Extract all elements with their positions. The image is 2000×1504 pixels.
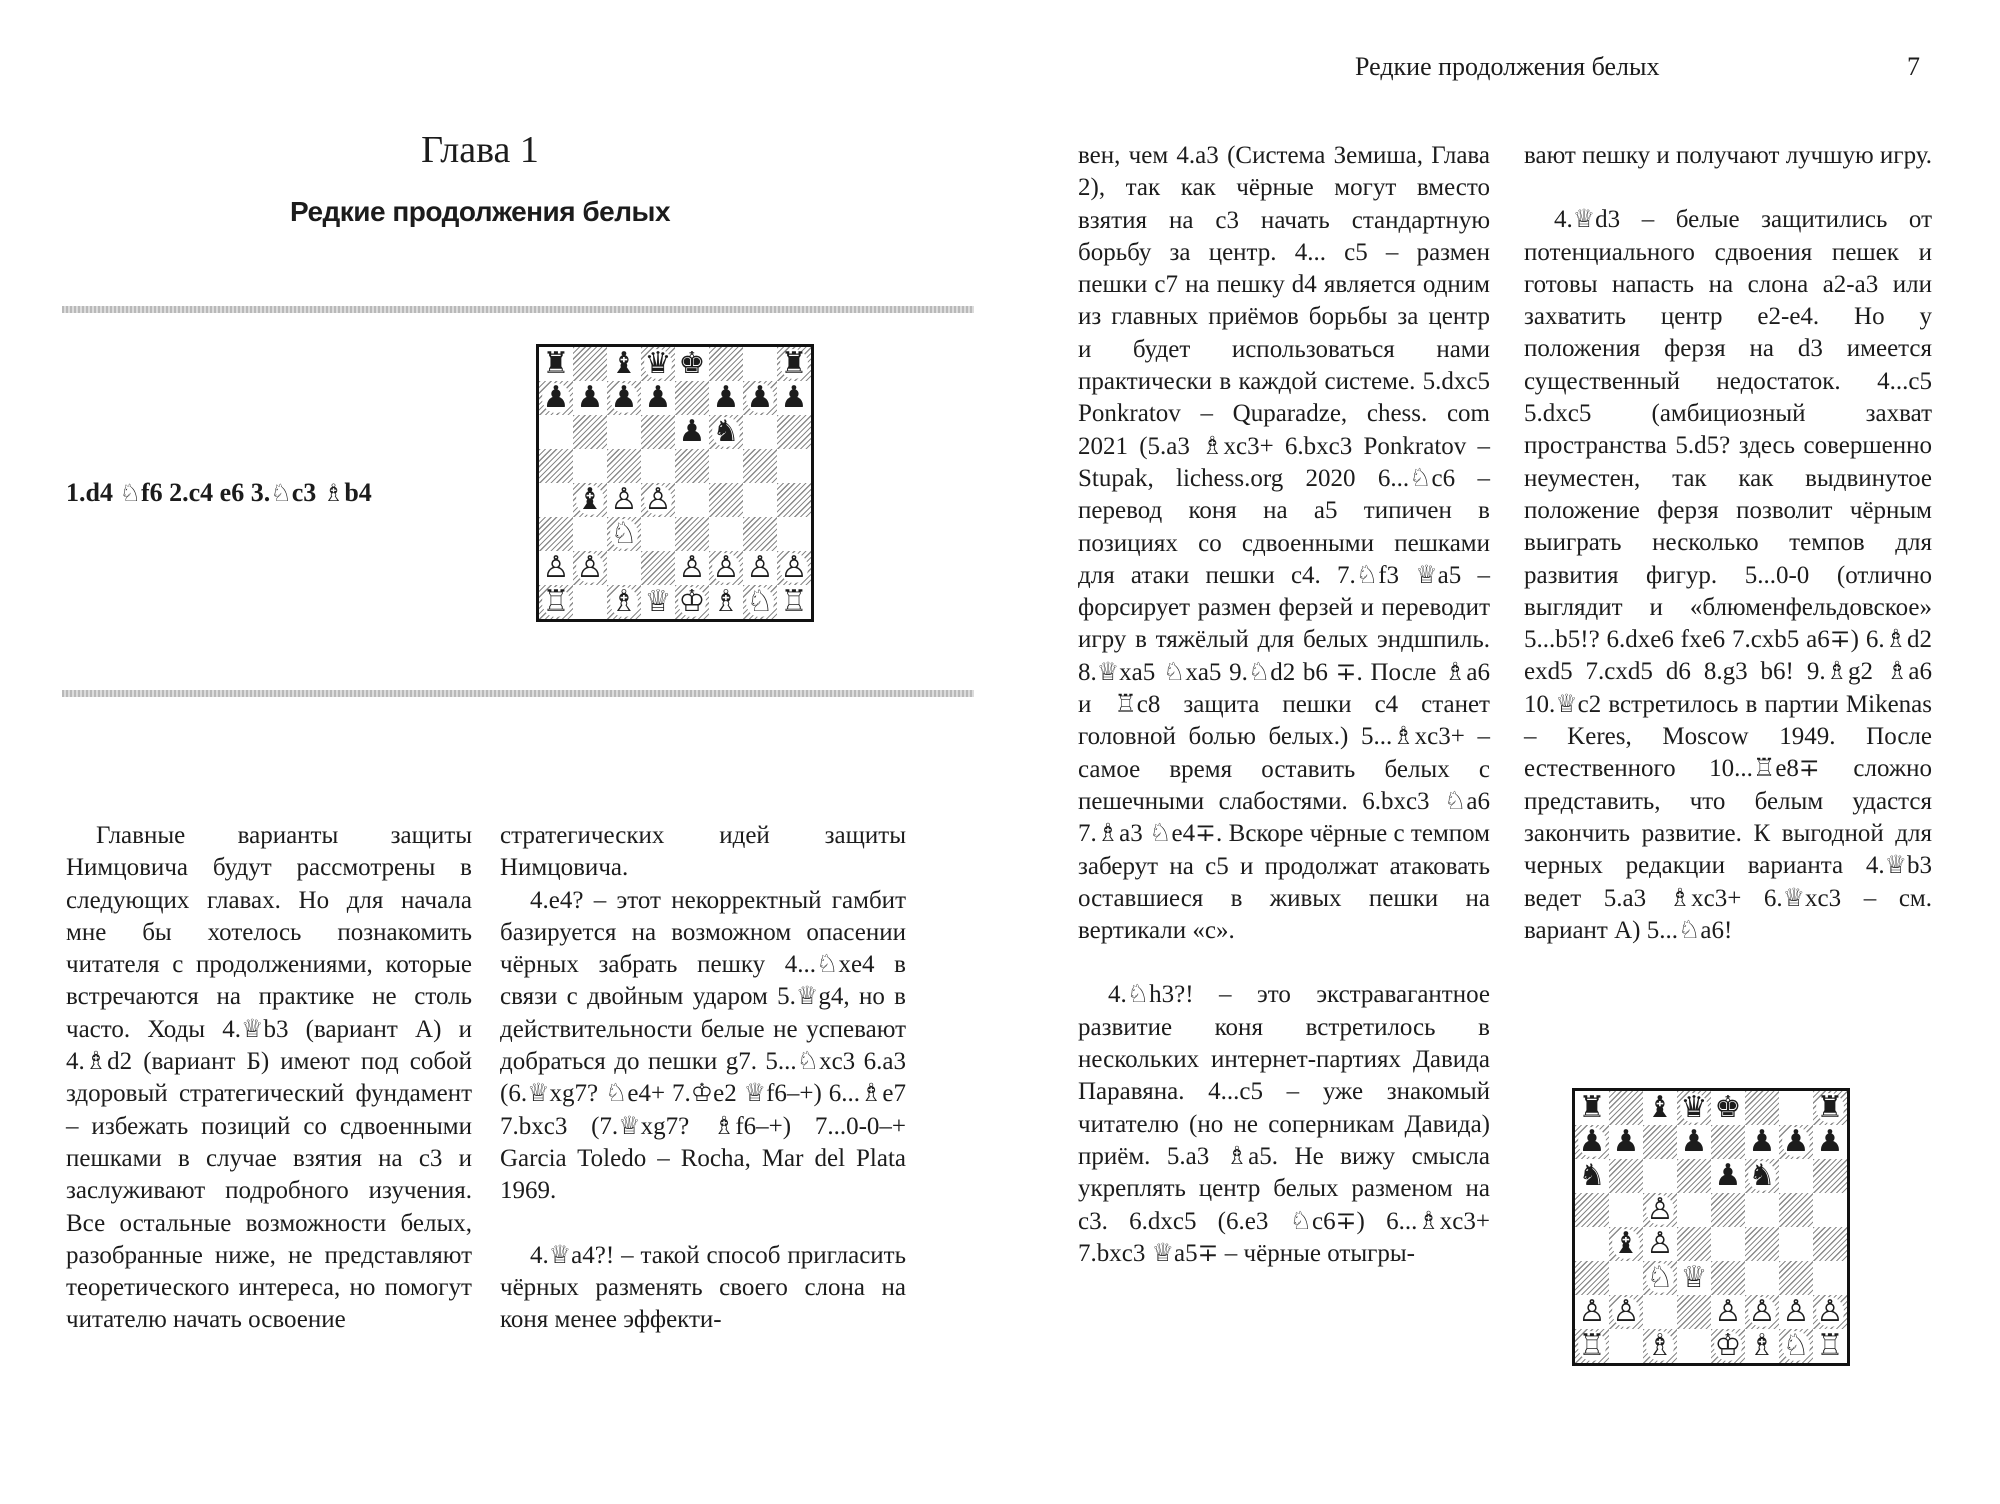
square-c5: [607, 449, 641, 483]
square-h1: [777, 585, 811, 619]
square-g1: [1779, 1329, 1813, 1363]
square-e2: [1711, 1295, 1745, 1329]
square-d5: [641, 449, 675, 483]
square-h5: [1813, 1193, 1847, 1227]
square-h7: [1813, 1125, 1847, 1159]
square-g7: [1779, 1125, 1813, 1159]
black-bishop-icon: ♝: [1612, 1226, 1640, 1261]
chess-diagram-2: [1572, 1088, 1850, 1366]
square-f1: [709, 585, 743, 619]
square-d6: [641, 415, 675, 449]
square-a8: [1575, 1091, 1609, 1125]
square-d7: [1677, 1125, 1711, 1159]
square-g4: [743, 483, 777, 517]
white-pawn-icon: ♙: [1748, 1294, 1776, 1329]
square-f6: [709, 415, 743, 449]
opening-moves: 1.d4 ♘f6 2.c4 e6 3.♘c3 ♗b4: [66, 478, 372, 507]
square-a5: [539, 449, 573, 483]
square-d4: [1677, 1227, 1711, 1261]
white-pawn-icon: ♙: [542, 550, 570, 585]
square-f4: [1745, 1227, 1779, 1261]
square-c7: [607, 381, 641, 415]
black-rook-icon: ♜: [542, 346, 570, 381]
white-pawn-icon: ♙: [712, 550, 740, 585]
square-a6: [539, 415, 573, 449]
white-king-icon: ♔: [678, 584, 706, 619]
square-h7: [777, 381, 811, 415]
square-c7: [1643, 1125, 1677, 1159]
square-f3: [1745, 1261, 1779, 1295]
text-column-3: [1078, 140, 1490, 1270]
square-c6: [1643, 1159, 1677, 1193]
square-c1: [607, 585, 641, 619]
paragraph: 4.♘h3?! – это экстравагантное развитие коня встретилось в нескольких интернет-партиях Давида Паравяна. 4...c5 – уже знакомый читателю (но не соперникам Давида) приём. 5.a3 ♗a5. Не вижу смысла укреплять центр белых разменом на c3. 6.dxc5 (6.e3 ♘c6∓) 6...♗xc3+ 7.bxc3 ♕a5∓ – чёрные отыгры-: [1078, 981, 1490, 1267]
square-h3: [1813, 1261, 1847, 1295]
square-e4: [675, 483, 709, 517]
square-h6: [777, 415, 811, 449]
white-bishop-icon: ♗: [1646, 1328, 1674, 1363]
square-a5: [1575, 1193, 1609, 1227]
black-king-icon: ♚: [1714, 1090, 1742, 1125]
square-h3: [777, 517, 811, 551]
square-d8: [1677, 1091, 1711, 1125]
square-g3: [1779, 1261, 1813, 1295]
white-pawn-icon: ♙: [1816, 1294, 1844, 1329]
black-pawn-icon: ♟: [1816, 1124, 1844, 1159]
square-g8: [743, 347, 777, 381]
black-knight-icon: ♞: [712, 414, 740, 449]
white-pawn-icon: ♙: [1612, 1294, 1640, 1329]
paragraph: 4.e4? – этот некорректный гамбит базируется на возможном опасении чёрных забрать пешку 4...♘xe4 в связи с двойным ударом 5.♕g4, но в действительности белые не успевают добраться до пешки g7. 5...♘xc3 6.a3 (6.♕xg7? ♘e4+ 7.♔e2 ♕f6–+) 6...♗e7 7.bxc3 (7.♕xg7? ♗f6–+) 7...0-0–+ Garcia Toledo – Rocha, Mar del Plata 1969.: [500, 886, 906, 1205]
divider-top: [62, 306, 974, 313]
black-rook-icon: ♜: [1816, 1090, 1844, 1125]
chapter-title: Редкие продолжения белых: [289, 196, 671, 227]
square-d8: [641, 347, 675, 381]
square-a1: [539, 585, 573, 619]
black-queen-icon: ♛: [644, 346, 672, 381]
square-b1: [573, 585, 607, 619]
white-rook-icon: ♖: [1816, 1328, 1844, 1363]
square-b7: [1609, 1125, 1643, 1159]
square-e6: [1711, 1159, 1745, 1193]
black-pawn-icon: ♟: [1578, 1124, 1606, 1159]
white-knight-icon: ♘: [1782, 1328, 1810, 1363]
white-pawn-icon: ♙: [1646, 1192, 1674, 1227]
square-h8: [1813, 1091, 1847, 1125]
black-rook-icon: ♜: [1578, 1090, 1606, 1125]
square-c5: [1643, 1193, 1677, 1227]
square-a2: [539, 551, 573, 585]
white-king-icon: ♔: [1714, 1328, 1742, 1363]
square-b7: [573, 381, 607, 415]
square-b8: [1609, 1091, 1643, 1125]
square-g5: [1779, 1193, 1813, 1227]
white-pawn-icon: ♙: [644, 482, 672, 517]
chapter-label: Глава 1: [421, 129, 539, 171]
square-c2: [1643, 1295, 1677, 1329]
square-d4: [641, 483, 675, 517]
paragraph: вают пешку и получают лучшую игру.: [1524, 142, 1932, 169]
white-knight-icon: ♘: [1646, 1260, 1674, 1295]
square-b2: [573, 551, 607, 585]
white-rook-icon: ♖: [542, 584, 570, 619]
square-d3: [1677, 1261, 1711, 1295]
square-c2: [607, 551, 641, 585]
black-pawn-icon: ♟: [1612, 1124, 1640, 1159]
black-pawn-icon: ♟: [1714, 1158, 1742, 1193]
square-a8: [539, 347, 573, 381]
square-f7: [1745, 1125, 1779, 1159]
black-pawn-icon: ♟: [644, 380, 672, 415]
white-knight-icon: ♘: [746, 584, 774, 619]
white-bishop-icon: ♗: [712, 584, 740, 619]
divider-bottom: [62, 690, 974, 697]
square-f5: [709, 449, 743, 483]
square-b6: [573, 415, 607, 449]
white-pawn-icon: ♙: [780, 550, 808, 585]
square-c4: [607, 483, 641, 517]
square-f2: [709, 551, 743, 585]
square-a4: [1575, 1227, 1609, 1261]
black-queen-icon: ♛: [1680, 1090, 1708, 1125]
square-d5: [1677, 1193, 1711, 1227]
black-bishop-icon: ♝: [576, 482, 604, 517]
square-g4: [1779, 1227, 1813, 1261]
black-bishop-icon: ♝: [1646, 1090, 1674, 1125]
square-h4: [777, 483, 811, 517]
square-g7: [743, 381, 777, 415]
square-a3: [1575, 1261, 1609, 1295]
square-a2: [1575, 1295, 1609, 1329]
white-pawn-icon: ♙: [1782, 1294, 1810, 1329]
square-f4: [709, 483, 743, 517]
square-d7: [641, 381, 675, 415]
black-pawn-icon: ♟: [1748, 1124, 1776, 1159]
text-column-2: [500, 820, 906, 1336]
square-h4: [1813, 1227, 1847, 1261]
square-b3: [573, 517, 607, 551]
knight-icon: ♘: [270, 481, 292, 507]
square-e8: [1711, 1091, 1745, 1125]
square-c8: [1643, 1091, 1677, 1125]
paragraph: Главные варианты защиты Нимцовича будут рассмотрены в следующих главах. Но для начала мне бы хотелось познакомить читателя с продолжениями, которые встречаются на практике не столь часто. Ходы 4.♕b3 (вариант А) и 4.♗d2 (вариант Б) имеют под собой здоровый стратегический фундамент – избежать позиций со сдвоенными пешками в случае взятия на c3 и заслуживают подробного изучения. Все остальные возможности белых, разобранные ниже, не представляют теоретического интереса, но помогут читателю начать освоение: [66, 822, 472, 1334]
square-a1: [1575, 1329, 1609, 1363]
square-f6: [1745, 1159, 1779, 1193]
black-pawn-icon: ♟: [1680, 1124, 1708, 1159]
square-b2: [1609, 1295, 1643, 1329]
black-knight-icon: ♞: [1748, 1158, 1776, 1193]
text-column-1: [66, 820, 472, 1337]
white-pawn-icon: ♙: [610, 482, 638, 517]
white-rook-icon: ♖: [1578, 1328, 1606, 1363]
black-pawn-icon: ♟: [780, 380, 808, 415]
black-pawn-icon: ♟: [1782, 1124, 1810, 1159]
square-b3: [1609, 1261, 1643, 1295]
square-f3: [709, 517, 743, 551]
square-e5: [675, 449, 709, 483]
square-e1: [675, 585, 709, 619]
square-g8: [1779, 1091, 1813, 1125]
square-b1: [1609, 1329, 1643, 1363]
square-g6: [743, 415, 777, 449]
page-number: 7: [1907, 52, 1920, 81]
square-d1: [641, 585, 675, 619]
white-pawn-icon: ♙: [1714, 1294, 1742, 1329]
white-pawn-icon: ♙: [1578, 1294, 1606, 1329]
square-e1: [1711, 1329, 1745, 1363]
square-e4: [1711, 1227, 1745, 1261]
square-a7: [1575, 1125, 1609, 1159]
square-b6: [1609, 1159, 1643, 1193]
square-g5: [743, 449, 777, 483]
white-rook-icon: ♖: [780, 584, 808, 619]
square-a4: [539, 483, 573, 517]
square-f8: [709, 347, 743, 381]
square-b5: [573, 449, 607, 483]
square-a6: [1575, 1159, 1609, 1193]
square-g1: [743, 585, 777, 619]
square-e6: [675, 415, 709, 449]
square-f1: [1745, 1329, 1779, 1363]
square-e7: [675, 381, 709, 415]
square-h1: [1813, 1329, 1847, 1363]
running-head: Редкие продолжения белых: [1355, 52, 1660, 81]
square-e3: [675, 517, 709, 551]
black-rook-icon: ♜: [780, 346, 808, 381]
square-f5: [1745, 1193, 1779, 1227]
square-e5: [1711, 1193, 1745, 1227]
black-king-icon: ♚: [678, 346, 706, 381]
chess-diagram-1: [536, 344, 814, 622]
paragraph: стратегических идей защиты Нимцовича.: [500, 822, 906, 882]
square-d2: [1677, 1295, 1711, 1329]
square-b5: [1609, 1193, 1643, 1227]
square-b8: [573, 347, 607, 381]
black-pawn-icon: ♟: [610, 380, 638, 415]
white-pawn-icon: ♙: [576, 550, 604, 585]
black-pawn-icon: ♟: [576, 380, 604, 415]
paragraph: 4.♕d3 – белые защитились от потенциального сдвоения пешек и готовы напасть на слона a2-a3 или захватить центр e2-e4. Но у положения ферзя на d3 имеется существенный недостаток. 4...c5 5.dxc5 (амбициозный захват пространства 5.d5? здесь совершенно неуместен, так как выдвинутое положение ферзя позволит чёрным выиграть несколько темпов для развития фигур. 5...0-0 (отлично выглядит и «блюменфельдовское» 5...b5!? 6.dxe6 fxe6 7.cxb5 a6∓) 6.♗d2 exd5 7.cxd5 d6 8.g3 b6! 9.♗g2 ♗a6 10.♕c2 встретилось в партии Mikenas – Keres, Moscow 1949. После естественного 10...♖e8∓ сложно представить, что белым удастся закончить развитие. К выгодной для черных редакции варианта 4.♕b3 ведет 5.a3 ♗xc3+ 6.♕xc3 – см. вариант А) 5...♘a6!: [1524, 206, 1932, 944]
paragraph: вен, чем 4.a3 (Система Земиша, Глава 2), так как чёрные могут вместо взятия на c3 начать стандартную борьбу за центр. 4... c5 – размен пешки c7 на пешку d4 является одним из главных приёмов борьбы за центр и будет использоваться нами практически в каждой системе. 5.dxc5 Ponkratov – Quparadze, chess. com 2021 (5.a3 ♗xc3+ 6.bxc3 Ponkratov – Stupak, lichess.org 2020 6...♘c6 – перевод коня на a5 типичен в позициях со сдвоенными пешками для атаки пешки c4. 7.♘f3 ♕a5 – форсирует размен ферзей и переводит игру в тяжёлый для белых эндшпиль. 8.♕xa5 ♘xa5 9.♘d2 b6 ∓. После ♗a6 и ♖c8 защита пешки c4 станет головной болью белых.) 5...♗xc3+ – самое время оставить белых с пешечными слабостями. 6.bxc3 ♘a6 7.♗a3 ♘e4∓. Вскоре чёрные с темпом заберут на c5 и продолжат атаковать оставшиеся в живых пешки на вертикали «c».: [1078, 142, 1490, 945]
square-a3: [539, 517, 573, 551]
white-pawn-icon: ♙: [678, 550, 706, 585]
black-pawn-icon: ♟: [746, 380, 774, 415]
white-pawn-icon: ♙: [746, 550, 774, 585]
square-f2: [1745, 1295, 1779, 1329]
square-f7: [709, 381, 743, 415]
square-b4: [573, 483, 607, 517]
knight-icon: ♘: [119, 481, 141, 507]
square-b4: [1609, 1227, 1643, 1261]
square-g2: [1779, 1295, 1813, 1329]
text-column-4: [1524, 140, 1932, 947]
square-g2: [743, 551, 777, 585]
square-g3: [743, 517, 777, 551]
square-c3: [1643, 1261, 1677, 1295]
white-bishop-icon: ♗: [1748, 1328, 1776, 1363]
black-pawn-icon: ♟: [542, 380, 570, 415]
black-pawn-icon: ♟: [712, 380, 740, 415]
square-c8: [607, 347, 641, 381]
square-d1: [1677, 1329, 1711, 1363]
white-knight-icon: ♘: [610, 516, 638, 551]
square-h5: [777, 449, 811, 483]
paragraph: 4.♕a4?! – такой способ пригласить чёрных разменять своего слона на коня менее эффекти-: [500, 1241, 906, 1334]
square-c3: [607, 517, 641, 551]
square-e7: [1711, 1125, 1745, 1159]
square-d3: [641, 517, 675, 551]
bishop-icon: ♗: [322, 481, 345, 507]
square-c1: [1643, 1329, 1677, 1363]
square-h2: [1813, 1295, 1847, 1329]
square-g6: [1779, 1159, 1813, 1193]
black-knight-icon: ♞: [1578, 1158, 1606, 1193]
black-pawn-icon: ♟: [678, 414, 706, 449]
square-f8: [1745, 1091, 1779, 1125]
black-bishop-icon: ♝: [610, 346, 638, 381]
square-e2: [675, 551, 709, 585]
square-c6: [607, 415, 641, 449]
square-h2: [777, 551, 811, 585]
white-queen-icon: ♕: [1680, 1260, 1708, 1295]
white-queen-icon: ♕: [644, 584, 672, 619]
square-d6: [1677, 1159, 1711, 1193]
square-d2: [641, 551, 675, 585]
square-c4: [1643, 1227, 1677, 1261]
white-pawn-icon: ♙: [1646, 1226, 1674, 1261]
square-e8: [675, 347, 709, 381]
square-h8: [777, 347, 811, 381]
square-a7: [539, 381, 573, 415]
square-e3: [1711, 1261, 1745, 1295]
square-h6: [1813, 1159, 1847, 1193]
white-bishop-icon: ♗: [610, 584, 638, 619]
